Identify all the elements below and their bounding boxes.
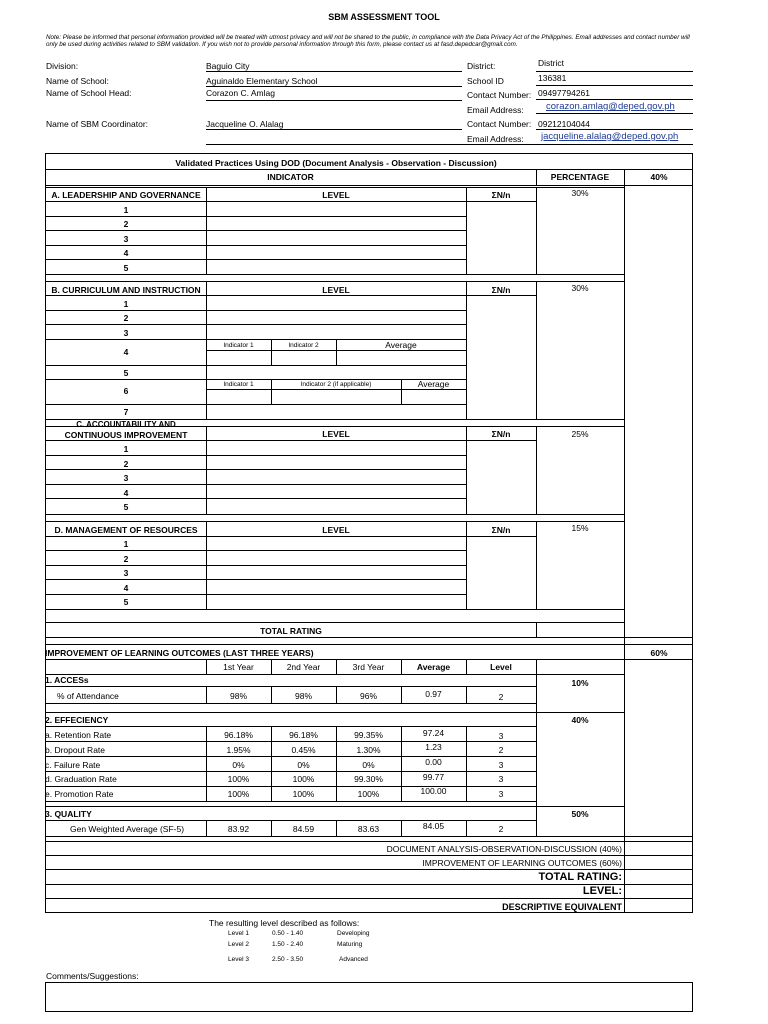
dropout-level: 2: [498, 745, 504, 755]
section-b-pct: 30%: [571, 283, 589, 293]
comments-label: Comments/Suggestions:: [46, 971, 139, 981]
promotion-y2: 100%: [292, 789, 315, 799]
graduation-y2: 100%: [292, 774, 315, 784]
division-label: Division:: [46, 61, 79, 71]
legend-level-1: Level 1: [228, 930, 249, 937]
retention-label: a. Retention Rate: [45, 730, 112, 740]
legend-desc-2: Maturing: [337, 941, 363, 948]
section-b-sum: ΣN/n: [491, 285, 511, 295]
graduation-y3: 99.30%: [354, 774, 383, 784]
head-label: Name of School Head:: [46, 88, 132, 98]
attendance-y3: 96%: [359, 691, 377, 701]
dod-header: Validated Practices Using DOD (Document Analysis - Observation - Discussion): [175, 158, 497, 168]
legend-level-2: Level 2: [228, 941, 249, 948]
email-label-2: Email Address:: [467, 134, 524, 144]
contact-value-1: 09497794261: [538, 88, 591, 98]
col-average: Average: [416, 662, 451, 672]
row-d-2: 2: [123, 554, 129, 564]
summary-total-rating: TOTAL RATING:: [538, 871, 622, 883]
failure-avg: 0.00: [425, 757, 442, 767]
attendance-avg: 0.97: [425, 689, 442, 699]
failure-y2: 0%: [297, 760, 310, 770]
summary-dod: DOCUMENT ANALYSIS-OBSERVATION-DISCUSSION (40%): [386, 844, 622, 854]
efficiency-pct: 40%: [571, 715, 589, 725]
district-label: District:: [467, 61, 496, 71]
section-c-sum: ΣN/n: [491, 429, 511, 439]
outcomes-header: IMPROVEMENT OF LEARNING OUTCOMES (LAST THREE YEARS): [45, 648, 314, 658]
retention-avg: 97.24: [422, 728, 445, 738]
head-value: Corazon C. Amlag: [206, 88, 275, 98]
page-title: SBM ASSESSMENT TOOL: [328, 12, 440, 22]
row-a-1: 1: [123, 205, 129, 215]
row-b-4: 4: [123, 347, 129, 357]
legend-desc-3: Advanced: [339, 956, 368, 963]
promotion-y3: 100%: [357, 789, 380, 799]
contact-label-2: Contact Number:: [467, 119, 532, 129]
gwa-y3: 83.63: [357, 824, 380, 834]
row-b-3: 3: [123, 328, 129, 338]
graduation-y1: 100%: [227, 774, 250, 784]
average-label-1: Average: [385, 340, 417, 350]
promotion-level: 3: [498, 789, 504, 799]
indicator-header: INDICATOR: [267, 172, 314, 182]
legend-range-3: 2.50 - 3.50: [272, 956, 304, 963]
email-link-1[interactable]: corazon.amlag@deped.gov.ph: [546, 101, 675, 112]
attendance-y1: 98%: [229, 691, 247, 701]
row-c-4: 4: [123, 488, 129, 498]
comments-field[interactable]: [45, 982, 693, 1012]
promotion-y1: 100%: [227, 789, 250, 799]
gwa-label: Gen Weighted Average (SF-5): [70, 824, 185, 834]
section-d-title: D. MANAGEMENT OF RESOURCES: [54, 525, 198, 535]
email-label-1: Email Address:: [467, 105, 524, 115]
row-d-1: 1: [123, 539, 129, 549]
col-level: Level: [490, 662, 512, 672]
row-b-2: 2: [123, 313, 129, 323]
row-a-3: 3: [123, 234, 129, 244]
row-b-6: 6: [123, 386, 129, 396]
efficiency-label: 2. EFFECIENCY: [45, 715, 109, 725]
school-value: Aguinaldo Elementary School: [206, 76, 318, 86]
row-c-1: 1: [123, 444, 129, 454]
section-c-title-2: CONTINUOUS IMPROVEMENT: [64, 430, 188, 440]
retention-y3: 99.35%: [354, 730, 383, 740]
section-a-sum: ΣN/n: [491, 190, 511, 200]
legend-range-2: 1.50 - 2.40: [272, 941, 304, 948]
failure-level: 3: [498, 760, 504, 770]
legend-intro: The resulting level described as follows:: [209, 918, 360, 928]
section-d-pct: 15%: [571, 523, 589, 533]
dropout-avg: 1.23: [425, 742, 442, 752]
retention-y2: 96.18%: [289, 730, 318, 740]
attendance-level: 2: [498, 692, 504, 702]
attendance-label: % of Attendance: [57, 691, 119, 701]
row-a-5: 5: [123, 263, 129, 273]
email-link-2[interactable]: jacqueline.alalag@deped.gov.ph: [541, 131, 679, 142]
school-id-label: School ID: [467, 76, 504, 86]
row-b-5: 5: [123, 368, 129, 378]
legend-level-3: Level 3: [228, 956, 249, 963]
privacy-note: Note: Please be informed that personal information provided will be treated with utmost privacy and will not be shared to the public, in compliance with the Data Privacy Act of the Philippines. Email addresses and contact number will only be used during activities related to SBM validation. If you wish not to provide personal information through this form, please contact us at fasd.depedcar@gmail.com.: [46, 34, 690, 48]
promotion-avg: 100.00: [420, 786, 447, 796]
dropout-label: b. Dropout Rate: [45, 745, 106, 755]
row-a-2: 2: [123, 219, 129, 229]
row-b-1: 1: [123, 299, 129, 309]
gwa-y1: 83.92: [227, 824, 250, 834]
school-label: Name of School:: [46, 76, 109, 86]
outcomes-weight: 60%: [650, 648, 668, 658]
failure-label: c. Failure Rate: [45, 760, 101, 770]
section-d-level: LEVEL: [322, 525, 350, 535]
row-c-5: 5: [123, 502, 129, 512]
retention-level: 3: [498, 731, 504, 741]
gwa-level: 2: [498, 824, 504, 834]
total-rating-label: TOTAL RATING: [260, 626, 322, 636]
summary-descriptive: DESCRIPTIVE EQUIVALENT: [502, 902, 622, 912]
col-1st-year: 1st Year: [223, 662, 254, 672]
indicator-2-applicable-label: Indicator 2 (if applicable): [300, 381, 372, 388]
school-id-value: 136381: [538, 73, 567, 83]
indicator-1-label: Indicator 1: [223, 342, 254, 349]
percentage-header: PERCENTAGE: [550, 172, 610, 182]
section-a-level: LEVEL: [322, 190, 350, 200]
indicator-2-label: Indicator 2: [288, 342, 319, 349]
row-d-4: 4: [123, 583, 129, 593]
failure-y3: 0%: [362, 760, 375, 770]
graduation-label: d. Graduation Rate: [45, 774, 117, 784]
quality-pct: 50%: [571, 809, 589, 819]
section-c-level: LEVEL: [322, 429, 350, 439]
gwa-y2: 84.59: [292, 824, 315, 834]
section-b-level: LEVEL: [322, 285, 350, 295]
gwa-avg: 84.05: [422, 821, 445, 831]
coordinator-value: Jacqueline O. Alalag: [206, 119, 284, 129]
access-pct: 10%: [571, 678, 589, 688]
contact-label-1: Contact Number:: [467, 90, 532, 100]
dod-weight: 40%: [650, 172, 668, 182]
graduation-avg: 99.77: [422, 772, 445, 782]
row-b-7: 7: [123, 407, 129, 417]
quality-label: 3. QUALITY: [45, 809, 92, 819]
promotion-label: e. Promotion Rate: [45, 789, 114, 799]
section-d-sum: ΣN/n: [491, 525, 511, 535]
dropout-y3: 1.30%: [356, 745, 381, 755]
row-d-3: 3: [123, 568, 129, 578]
section-a-title: A. LEADERSHIP AND GOVERNANCE: [51, 190, 201, 200]
failure-y1: 0%: [232, 760, 245, 770]
graduation-level: 3: [498, 774, 504, 784]
indicator-1-label-b: Indicator 1: [223, 381, 254, 388]
legend-range-1: 0.50 - 1.40: [272, 930, 304, 937]
row-c-2: 2: [123, 459, 129, 469]
coordinator-label: Name of SBM Coordinator:: [46, 119, 149, 129]
section-c-title-1: C. ACCOUNTABILITY AND: [76, 420, 176, 429]
district-value: District: [538, 58, 564, 68]
division-value: Baguio City: [206, 61, 250, 71]
dropout-y2: 0.45%: [291, 745, 316, 755]
section-a-pct: 30%: [571, 188, 589, 198]
contact-value-2: 09212104044: [538, 119, 591, 129]
average-label-2: Average: [417, 379, 450, 389]
legend-desc-1: Developing: [337, 930, 370, 937]
section-b-title: B. CURRICULUM AND INSTRUCTION: [51, 285, 201, 295]
col-3rd-year: 3rd Year: [352, 662, 385, 672]
access-label: 1. ACCESs: [45, 675, 89, 685]
summary-level: LEVEL:: [582, 885, 622, 897]
section-c-pct: 25%: [571, 429, 589, 439]
retention-y1: 96.18%: [224, 730, 253, 740]
col-2nd-year: 2nd Year: [286, 662, 321, 672]
row-c-3: 3: [123, 473, 129, 483]
dropout-y1: 1.95%: [226, 745, 251, 755]
attendance-y2: 98%: [294, 691, 312, 701]
row-a-4: 4: [123, 248, 129, 258]
summary-ilo: IMPROVEMENT OF LEARNING OUTCOMES (60%): [422, 858, 622, 868]
row-d-5: 5: [123, 597, 129, 607]
